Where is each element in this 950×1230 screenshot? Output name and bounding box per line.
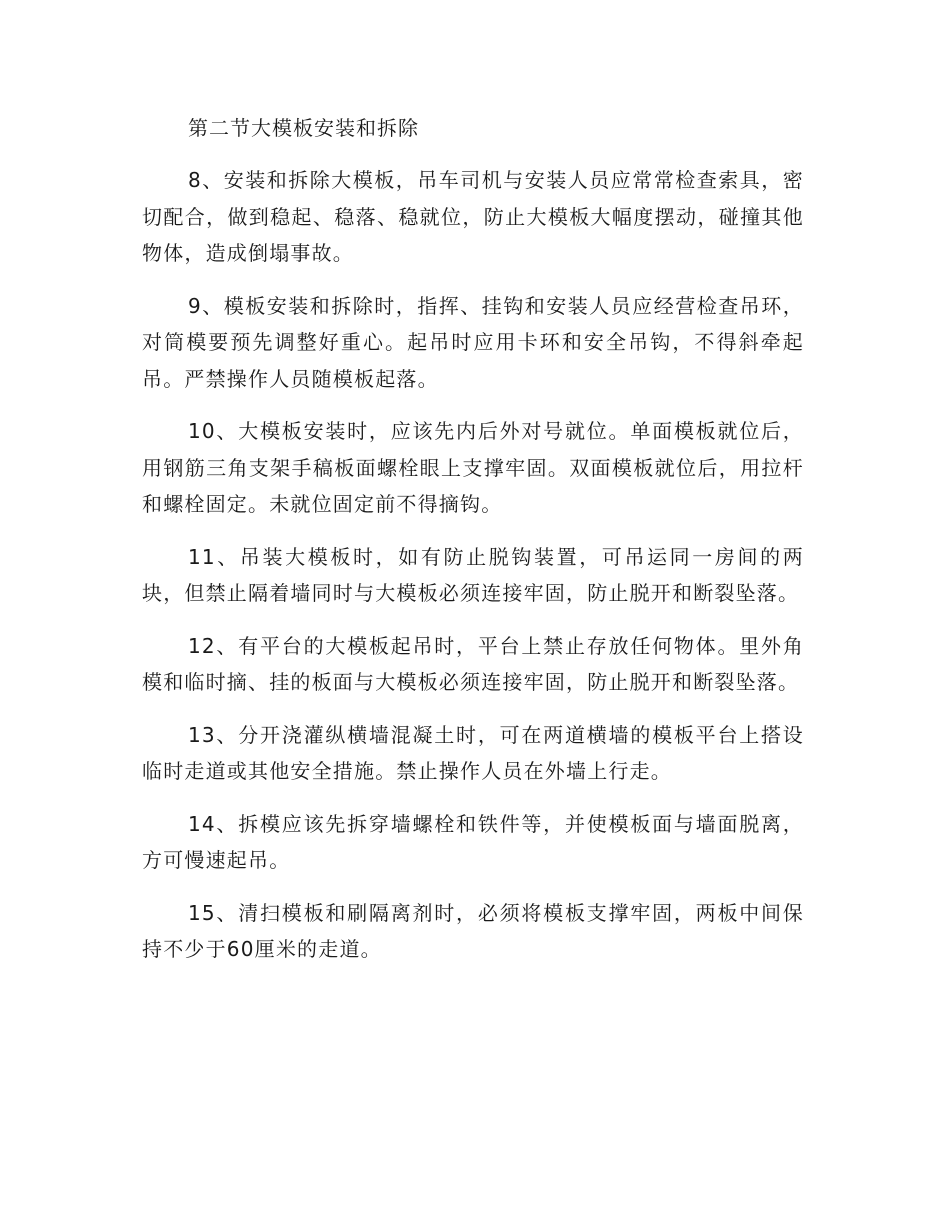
document-body (142, 110, 804, 984)
paragraph-10: 10、大模板安装时，应该先内后外对号就位。单面模板就位后，用钢筋三角支架手稿板面螺栓眼上支撑牢固。双面模板就位后，用拉杆和螺栓固定。未就位固定前不得摘钩。 (142, 419, 804, 516)
paragraph-9: 9、模板安装和拆除时，指挥、挂钩和安装人员应经营检查吊环，对筒模要预先调整好重心。起吊时应用卡环和安全吊钩，不得斜牵起吊。严禁操作人员随模板起落。 (142, 293, 804, 391)
paragraph-14: 14、拆模应该先拆穿墙螺栓和铁件等，并使模板面与墙面脱离，方可慢速起吊。 (142, 811, 804, 872)
paragraph-11: 11、吊装大模板时，如有防止脱钩装置，可吊运同一房间的两块，但禁止隔着墙同时与大模板必须连接牢固，防止脱开和断裂坠落。 (142, 544, 804, 605)
paragraph-15: 15、清扫模板和刷隔离剂时，必须将模板支撑牢固，两板中间保持不少于60厘米的走道。 (142, 900, 804, 961)
section-title: 第二节大模板安装和拆除 (188, 116, 419, 140)
paragraph-13: 13、分开浇灌纵横墙混凝土时，可在两道横墙的模板平台上搭设临时走道或其他安全措施。禁止操作人员在外墙上行走。 (142, 722, 804, 783)
paragraph-8: 8、安装和拆除大模板，吊车司机与安装人员应常常检查索具，密切配合，做到稳起、稳落、稳就位，防止大模板大幅度摆动，碰撞其他物体，造成倒塌事故。 (142, 168, 804, 265)
paragraph-12: 12、有平台的大模板起吊时，平台上禁止存放任何物体。里外角模和临时摘、挂的板面与大模板必须连接牢固，防止脱开和断裂坠落。 (142, 633, 804, 694)
